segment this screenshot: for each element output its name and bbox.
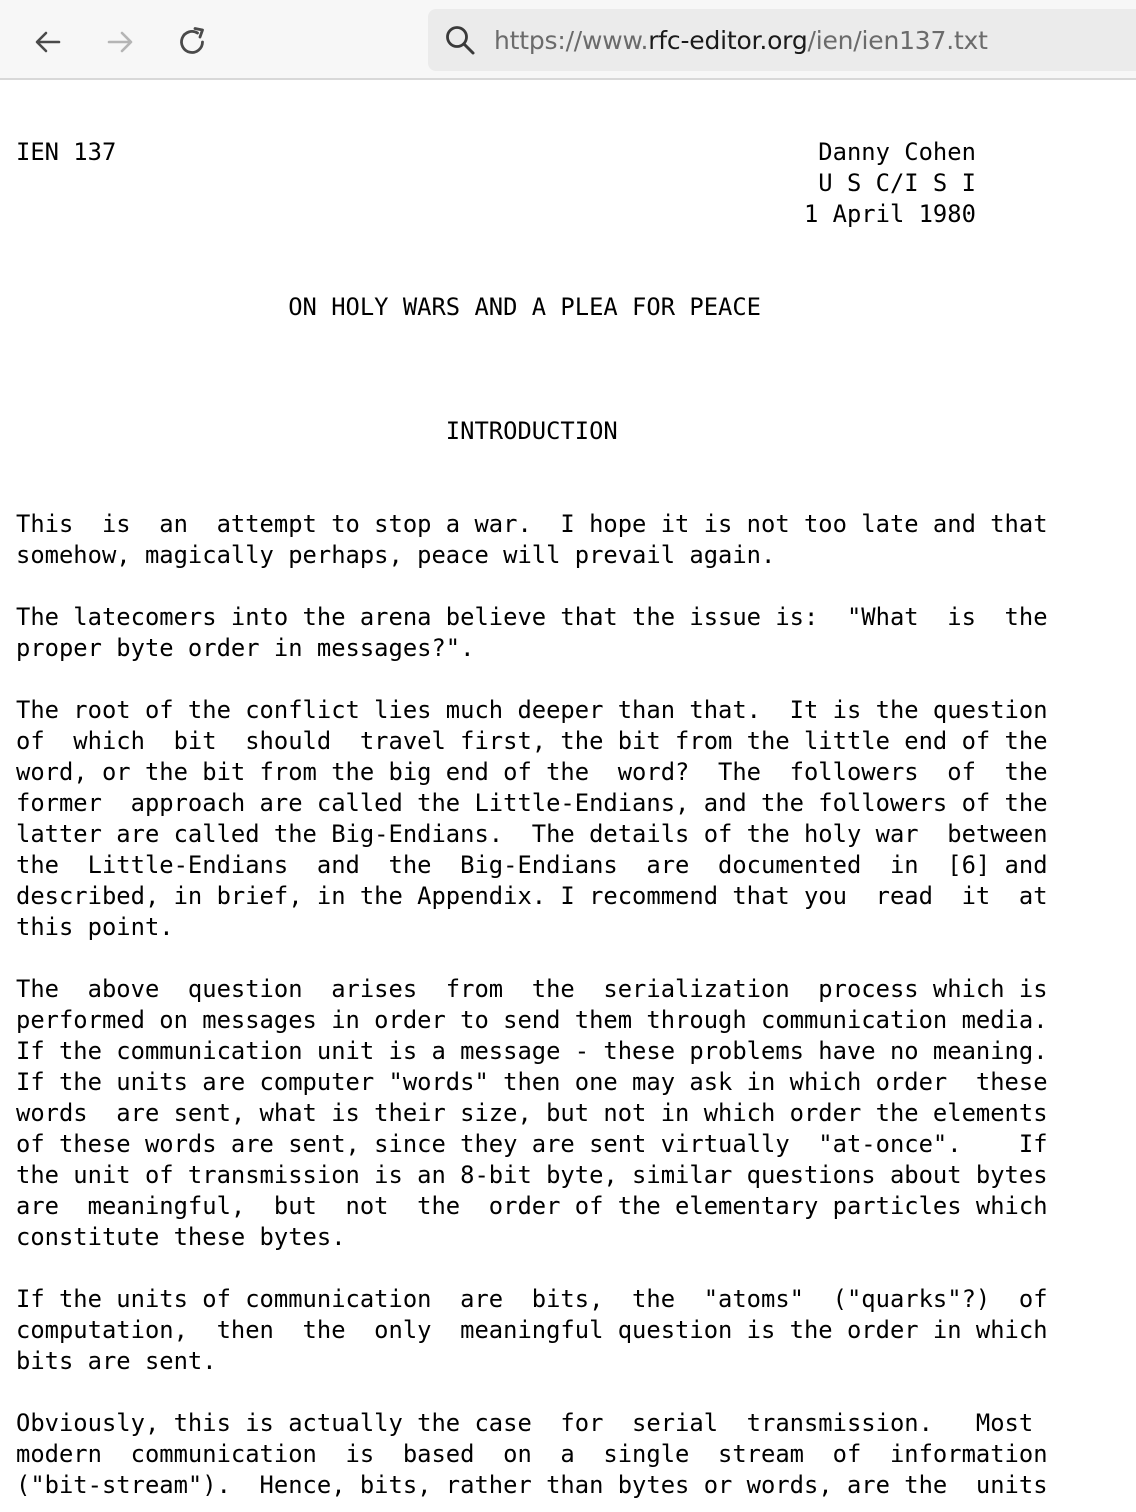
reload-icon	[175, 25, 209, 59]
document-text: IEN 137 Danny Cohen U S C/I S I 1 April 1980 ON HOLY WARS AND A PLEA FOR PEACE INTRODUCTION This is an attempt to stop a war. I hope it is not too late and that somehow, magically perhaps, peace will prevail again. The latecomers into the arena believe that the issue is: "What is the proper byte order in messages?". The root of the conflict lies much deeper than that. It is the question of which bit should travel first, the bit from the little end of the word, or the bit from the big end of the word? The followers of the former approach are called the Little-Endians, and the followers of the latter are called the Big-Endians. The details of the holy war between the Little-Endians and the Big-Endians are documented in [6] and described, in brief, in the Appendix. I recommend that you read it at this point. The above question arises from the serialization process which is performed on messages in order to send them through communication media. If the communication unit is a message - these problems have no meaning. If the units are computer "words" then one may ask in which order these words are sent, what is their size, but not in which order the elements of these words are sent, since they are sent virtually "at-once". If the unit of transmission is an 8-bit byte, similar questions about bytes are meaningful, but not the order of the elementary particles which constitute these bytes. If the units of communication are bits, the "atoms" ("quarks"?) of computation, then the only meaningful question is the order in which bits are sent. Obviously, this is actually the case for serial transmission. Most modern communication is based on a single stream of information ("bit-stream"). Hence, bits, rather than bytes or words, are the units	[16, 138, 1048, 1499]
url-path: /ien/ien137.txt	[807, 26, 988, 55]
address-bar[interactable]	[428, 9, 1136, 71]
arrow-left-icon	[32, 26, 64, 58]
back-button[interactable]	[26, 20, 70, 64]
forward-button[interactable]	[98, 20, 142, 64]
url-scheme: https://www.	[494, 26, 649, 55]
search-icon	[444, 24, 476, 56]
reload-button[interactable]	[170, 20, 214, 64]
url-text[interactable]	[494, 9, 988, 71]
arrow-right-icon	[104, 26, 136, 58]
url-host: rfc-editor.org	[648, 26, 808, 55]
browser-toolbar	[0, 0, 1136, 80]
